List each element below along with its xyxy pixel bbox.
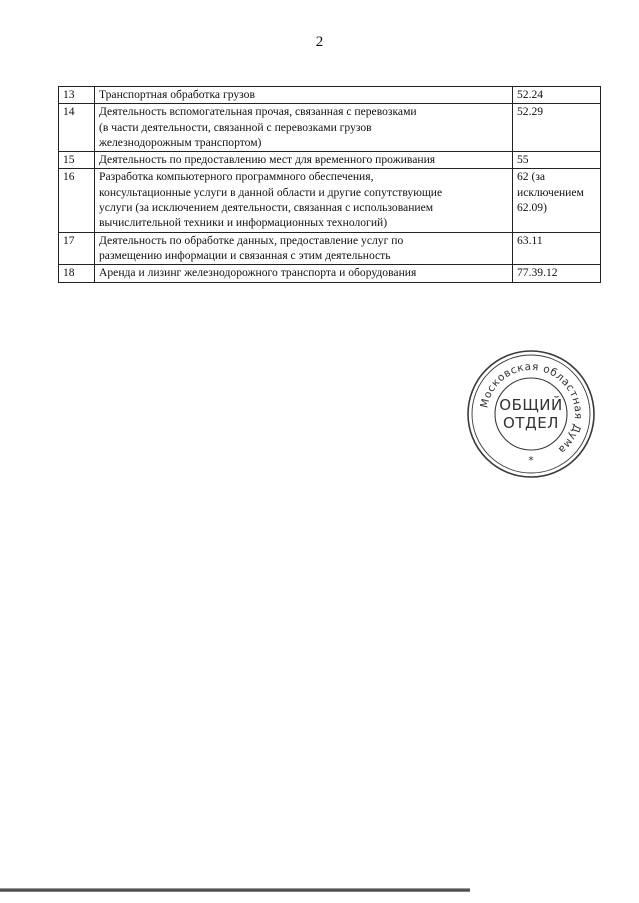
office-stamp	[465, 348, 597, 480]
stamp-star: *	[528, 454, 534, 467]
activity-code: 55	[513, 152, 601, 169]
scan-edge-line	[0, 888, 470, 892]
page-number: 2	[315, 34, 324, 50]
activity-code: 52.29	[513, 104, 601, 152]
stamp-line-1: ОБЩИЙ	[499, 396, 563, 414]
activity-code: 62 (за исключением 62.09)	[513, 169, 601, 232]
table-row	[59, 152, 601, 169]
table-row	[59, 265, 601, 282]
stamp-line-2: ОТДЕЛ	[503, 414, 559, 432]
row-number: 14	[59, 104, 95, 152]
activity-code: 77.39.12	[513, 265, 601, 282]
row-number: 13	[59, 87, 95, 104]
activity-description: Разработка компьютерного программного обеспечения, консультационные услуги в данной области и другие сопутствующие услуги (за исключением деятельности, связанная с использованием вычислительной техники и информационных технологий)	[95, 169, 513, 232]
activity-code: 63.11	[513, 232, 601, 265]
activity-code: 52.24	[513, 87, 601, 104]
table-row	[59, 87, 601, 104]
table-row	[59, 232, 601, 265]
row-number: 16	[59, 169, 95, 232]
row-number: 18	[59, 265, 95, 282]
activity-description: Аренда и лизинг железнодорожного транспорта и оборудования	[95, 265, 513, 282]
activity-description: Деятельность вспомогательная прочая, связанная с перевозками (в части деятельности, связанной с перевозками грузов железнодорожным транспортом)	[95, 104, 513, 152]
activity-description: Деятельность по обработке данных, предоставление услуг по размещению информации и связанная с этим деятельность	[95, 232, 513, 265]
row-number: 17	[59, 232, 95, 265]
activity-description: Деятельность по предоставлению мест для временного проживания	[95, 152, 513, 169]
table-row	[59, 104, 601, 152]
activities-table	[58, 86, 601, 283]
row-number: 15	[59, 152, 95, 169]
table-row	[59, 169, 601, 232]
stamp-ring-text: Московская областная Дума	[478, 360, 585, 457]
activity-description: Транспортная обработка грузов	[95, 87, 513, 104]
